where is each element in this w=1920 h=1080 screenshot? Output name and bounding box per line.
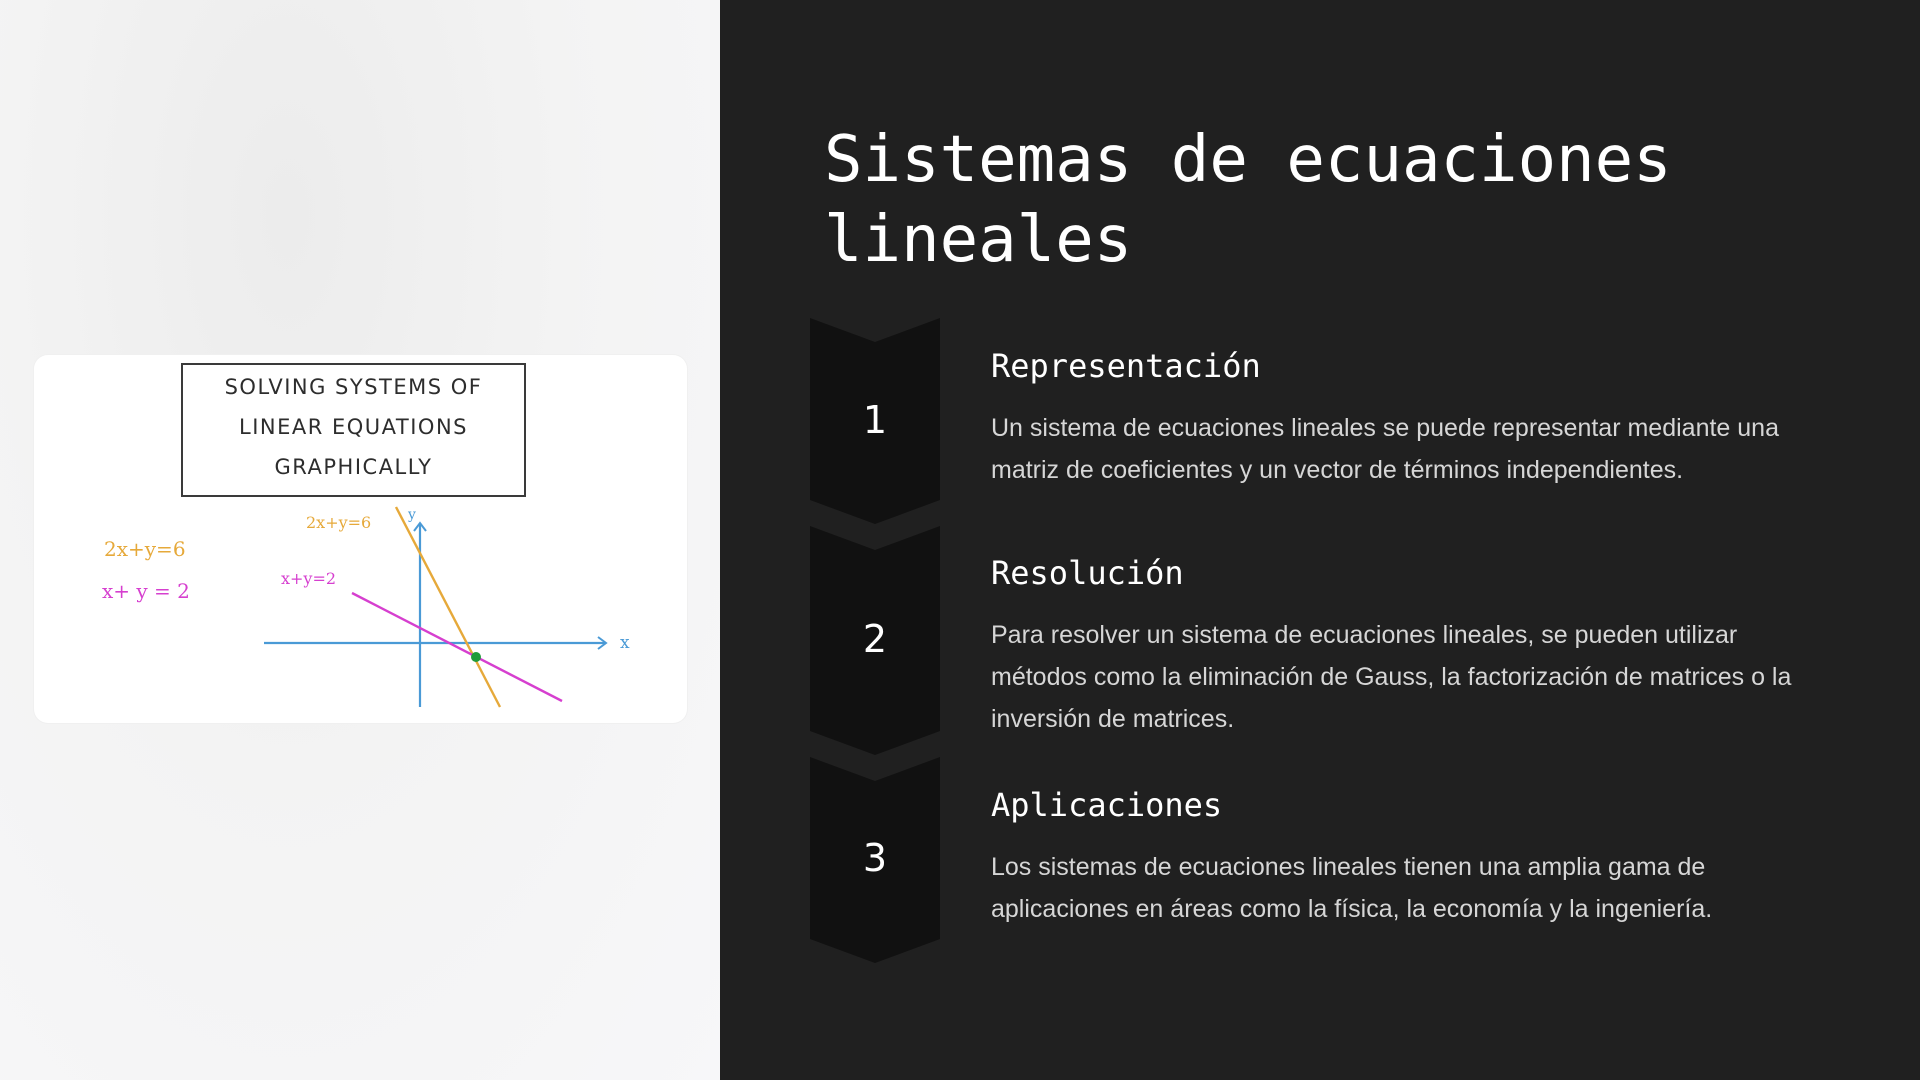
sketch-title-line-2: LINEAR EQUATIONS [239,415,468,439]
step-text-2: Para resolver un sistema de ecuaciones lineales, se pueden utilizar métodos como la eliminación de Gauss, la factorización de matrices o la inversión de matrices. [991,621,1792,733]
step-heading-1: Representación [991,347,1261,385]
slide-title: Sistemas de ecuaciones lineales [824,123,1672,277]
equation-1: 2x+y=6 [104,537,186,561]
intersection-point [471,652,481,662]
step-number-1: 1 [862,398,888,442]
linear-equations-graph [34,355,687,723]
step-heading-2: Resolución [991,554,1184,592]
line-label-2: x+y=2 [281,569,337,588]
x-axis-label: x [620,633,630,653]
line-label-1: 2x+y=6 [306,513,372,532]
step-number-3: 3 [862,836,888,880]
step-number-2: 2 [862,617,888,661]
left-image-panel [0,0,720,1080]
equation-2: x+ y = 2 [102,579,190,603]
sketch-title-line-3: GRAPHICALLY [274,455,433,479]
y-axis-label: y [408,507,416,523]
line-2x-plus-y-6 [396,507,500,707]
whiteboard-image [34,355,687,723]
step-heading-3: Aplicaciones [991,786,1223,824]
step-text-1: Un sistema de ecuaciones lineales se puede representar mediante una matriz de coeficientes y un vector de términos independientes. [991,414,1779,484]
step-text-3: Los sistemas de ecuaciones lineales tienen una amplia gama de aplicaciones en áreas como la física, la economía y la ingeniería. [991,853,1713,923]
sketch-title-line-1: SOLVING SYSTEMS OF [224,375,483,399]
line-x-plus-y-2 [352,593,562,701]
